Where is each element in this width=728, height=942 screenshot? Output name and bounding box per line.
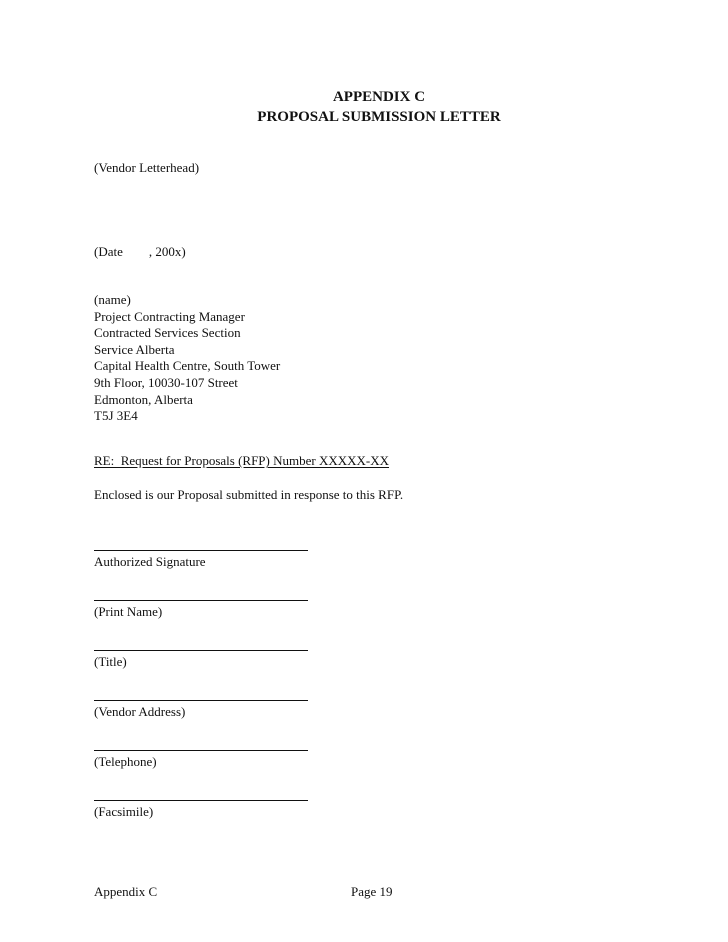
address-line: (name): [94, 292, 131, 307]
signature-field-label: (Facsimile): [94, 804, 154, 819]
signature-line: [94, 800, 308, 801]
signature-field-vendor-address: [94, 700, 308, 721]
signature-field-label: (Title): [94, 654, 127, 669]
address-line: T5J 3E4: [94, 408, 138, 424]
signature-line: [94, 650, 308, 651]
signature-field-label: (Vendor Address): [94, 704, 186, 719]
recipient-address-block: [94, 292, 280, 425]
signature-line: [94, 600, 308, 601]
document-subtitle: PROPOSAL SUBMISSION LETTER: [257, 109, 501, 125]
signature-field-label: (Telephone): [94, 754, 157, 769]
signature-line: [94, 700, 308, 701]
signature-field-label: Authorized Signature: [94, 554, 206, 569]
re-subject-line: RE: Request for Proposals (RFP) Number XXXXX-XX: [94, 453, 390, 468]
address-line: Capital Health Centre, South Tower: [94, 358, 281, 374]
signature-field-label: (Print Name): [94, 604, 163, 619]
address-line: Project Contracting Manager: [94, 308, 245, 324]
vendor-letterhead-placeholder: (Vendor Letterhead): [94, 160, 200, 175]
footer-appendix-label: Appendix C: [94, 884, 158, 899]
signature-field-title: [94, 650, 308, 671]
address-line: 9th Floor, 10030-107 Street: [94, 374, 238, 390]
address-line: Edmonton, Alberta: [94, 391, 193, 407]
signature-line: [94, 750, 308, 751]
signature-line: [94, 550, 308, 551]
address-line: Contracted Services Section: [94, 325, 241, 341]
date-placeholder: (Date , 200x): [94, 244, 186, 259]
signature-field-authorized: [94, 550, 308, 571]
signature-field-telephone: [94, 750, 308, 771]
body-paragraph: Enclosed is our Proposal submitted in response to this RFP.: [94, 487, 404, 502]
document-title: APPENDIX C: [332, 89, 426, 105]
footer-page-number: Page 19: [351, 884, 393, 899]
address-line: Service Alberta: [94, 341, 175, 357]
signature-field-print-name: [94, 600, 308, 621]
signature-field-facsimile: [94, 800, 308, 821]
